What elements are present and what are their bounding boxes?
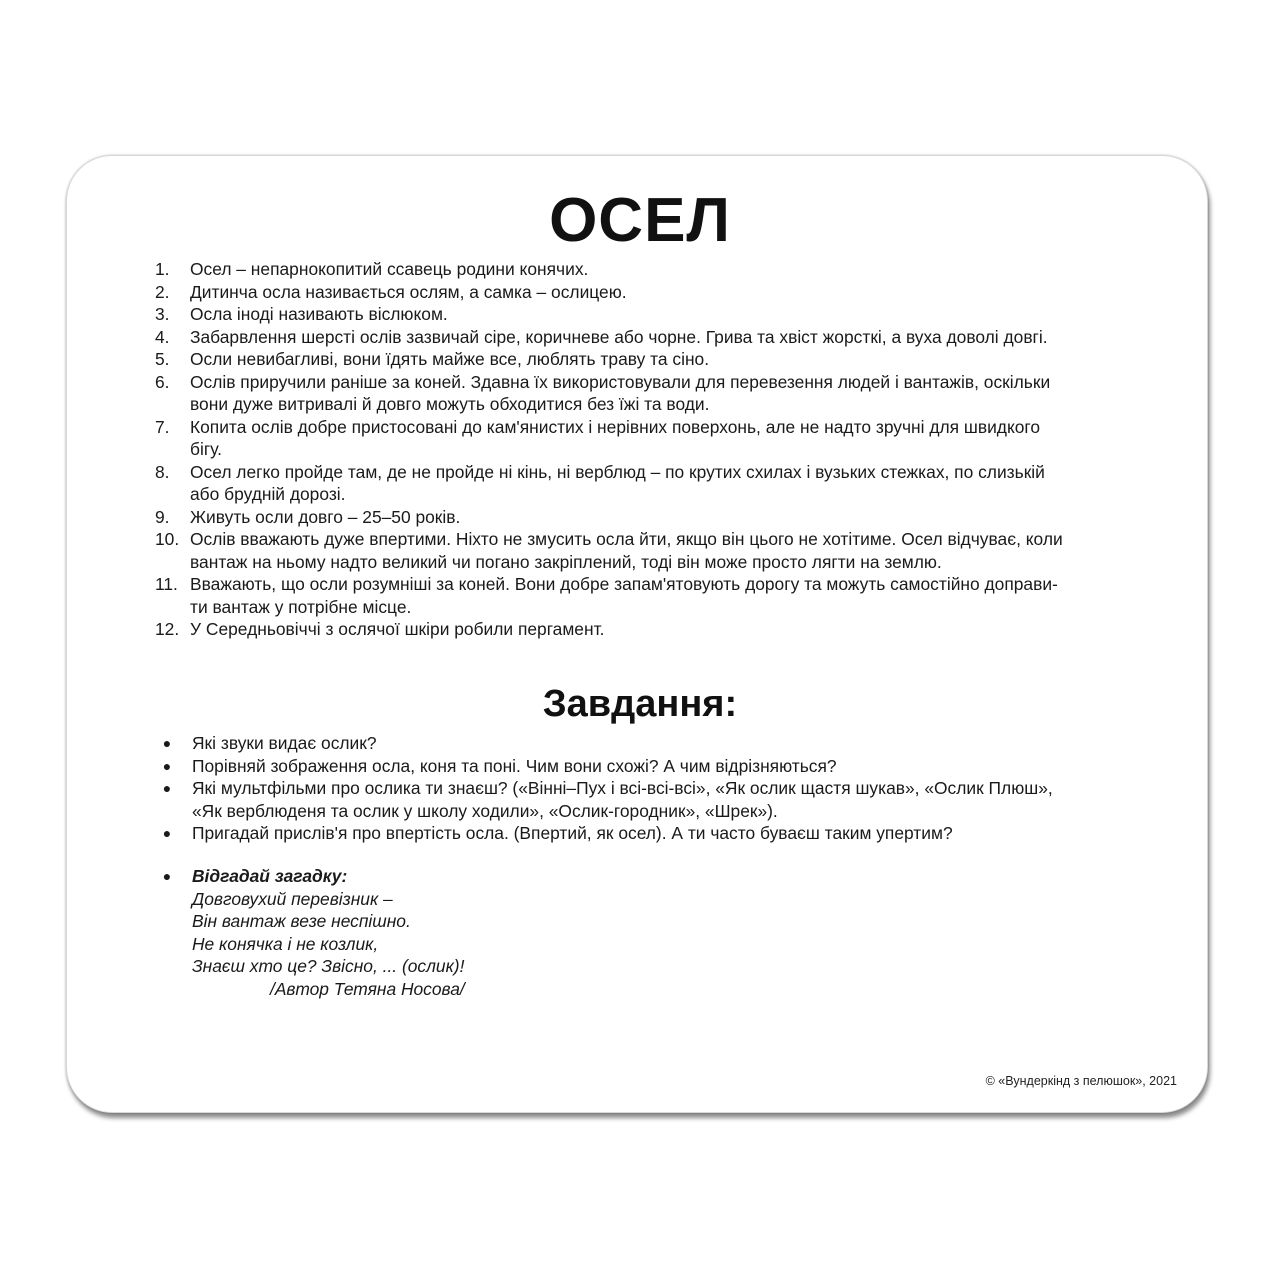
- riddle-line: Не конячка і не козлик,: [192, 933, 379, 954]
- item-text-line: Ослів вважають дуже впертими. Ніхто не змусить осла йти, якщо він цього не хотітиме. Осел відчуває, коли: [190, 529, 1063, 549]
- item-text-line: Копита ослів добре пристосовані до кам'янистих і нерівних поверхонь, але не надто зручні для швидкого: [190, 416, 1041, 437]
- bullet-icon: ●: [162, 780, 172, 796]
- item-text-line: Ослів приручили раніше за коней. Здавна їх використовували для перевезення людей і вантажів, оскільки: [190, 371, 1051, 392]
- tasks-list: [160, 732, 1130, 845]
- bullet-icon: ●: [162, 735, 172, 751]
- riddle-author: /Автор Тетяна Носова/: [270, 978, 465, 999]
- item-text: У Середньовіччі з ослячої шкіри робили пергамент.: [190, 619, 605, 639]
- list-item: [160, 755, 1130, 778]
- list-item: [155, 618, 1125, 641]
- item-text: Порівняй зображення осла, коня та поні. Чим вони схожі? А чим відрізняються?: [192, 755, 837, 776]
- list-item: [160, 822, 1130, 845]
- item-text-line: Які мультфільми про ослика ти знаєш? («Вінні–Пух і всі-всі-всі», «Як ослик щастя шукав», «Ослик Плюш»,: [192, 778, 1053, 798]
- item-text-line: вантаж на ньому надто великий чи погано закріплений, тоді він може просто лягти на землю.: [190, 551, 942, 572]
- riddle-line: Довговухий перевізник –: [192, 888, 393, 909]
- list-item: [155, 506, 1125, 529]
- item-text: Які звуки видає ослик?: [192, 733, 377, 753]
- list-item: [155, 528, 1125, 573]
- list-item: [160, 732, 1130, 755]
- item-text-line: Осел легко пройде там, де не пройде ні кінь, ні верблюд – по крутих схилах і вузьких стежках, по слизькій: [190, 461, 1045, 482]
- item-text-line: вони дуже витривалі й довго можуть обходитися без їжі та води.: [190, 394, 710, 414]
- bullet-icon: ●: [162, 757, 172, 774]
- riddle: [160, 865, 760, 1000]
- item-number: 8.: [155, 461, 170, 482]
- item-number: 2.: [155, 281, 170, 302]
- copyright: © «Вундеркінд з пелюшок», 2021: [985, 1074, 1177, 1088]
- item-number: 7.: [155, 416, 170, 437]
- list-item: [155, 348, 1125, 371]
- list-item: [160, 777, 1130, 822]
- tasks-title: Завдання:: [542, 683, 738, 725]
- riddle-heading-row: [160, 865, 760, 888]
- item-number: 5.: [155, 349, 170, 369]
- item-text: Забарвлення шерсті ослів зазвичай сіре, коричневе або чорне. Грива та хвіст жорсткі, а вуха доволі довгі.: [190, 326, 1048, 347]
- item-number: 11.: [155, 574, 178, 594]
- riddle-line: Він вантаж везе неспішно.: [192, 911, 411, 931]
- item-text-line: Вважають, що осли розумніші за коней. Вони добре запам'ятовують дорогу та можуть самостійно доправи-: [190, 574, 1058, 594]
- item-text: Дитинча осла називається ослям, а самка – ослицею.: [190, 281, 627, 302]
- item-number: 10.: [155, 529, 180, 549]
- item-text: Живуть осли довго – 25–50 років.: [190, 506, 461, 527]
- riddle-line: Знаєш хто це? Звісно, ... (ослик)!: [192, 956, 465, 976]
- list-item: [155, 326, 1125, 349]
- list-item: [155, 281, 1125, 304]
- list-item: [155, 258, 1125, 281]
- item-number: 4.: [155, 326, 170, 347]
- list-item: [155, 416, 1125, 461]
- bullet-icon: ●: [162, 868, 172, 884]
- item-number: 9.: [155, 506, 170, 527]
- item-number: 12.: [155, 619, 180, 639]
- item-text-line: бігу.: [190, 439, 222, 459]
- page-title: ОСЕЛ: [549, 186, 731, 255]
- item-text: Осел – непарнокопитий ссавець родини конячих.: [190, 259, 589, 279]
- item-text: Осла іноді називають віслюком.: [190, 304, 448, 324]
- list-item: [155, 303, 1125, 326]
- list-item: [155, 461, 1125, 506]
- item-number: 3.: [155, 304, 170, 324]
- item-number: 6.: [155, 371, 170, 392]
- item-number: 1.: [155, 259, 170, 279]
- bullet-icon: ●: [162, 825, 172, 841]
- item-text: Пригадай прислів'я про впертість осла. (Впертий, як осел). А ти часто буваєш таким упертим?: [192, 823, 953, 843]
- item-text-line: ти вантаж у потрібне місце.: [190, 596, 412, 617]
- item-text: Осли невибагливі, вони їдять майже все, люблять траву та сіно.: [190, 349, 710, 369]
- facts-list: [155, 258, 1125, 641]
- list-item: [155, 573, 1125, 618]
- item-text-line: або брудній дорозі.: [190, 484, 346, 504]
- riddle-heading: Відгадай загадку:: [192, 866, 348, 886]
- item-text-line: «Як верблюденя та ослик у школу ходили», «Ослик-городник», «Шрек»).: [192, 800, 778, 821]
- list-item: [155, 371, 1125, 416]
